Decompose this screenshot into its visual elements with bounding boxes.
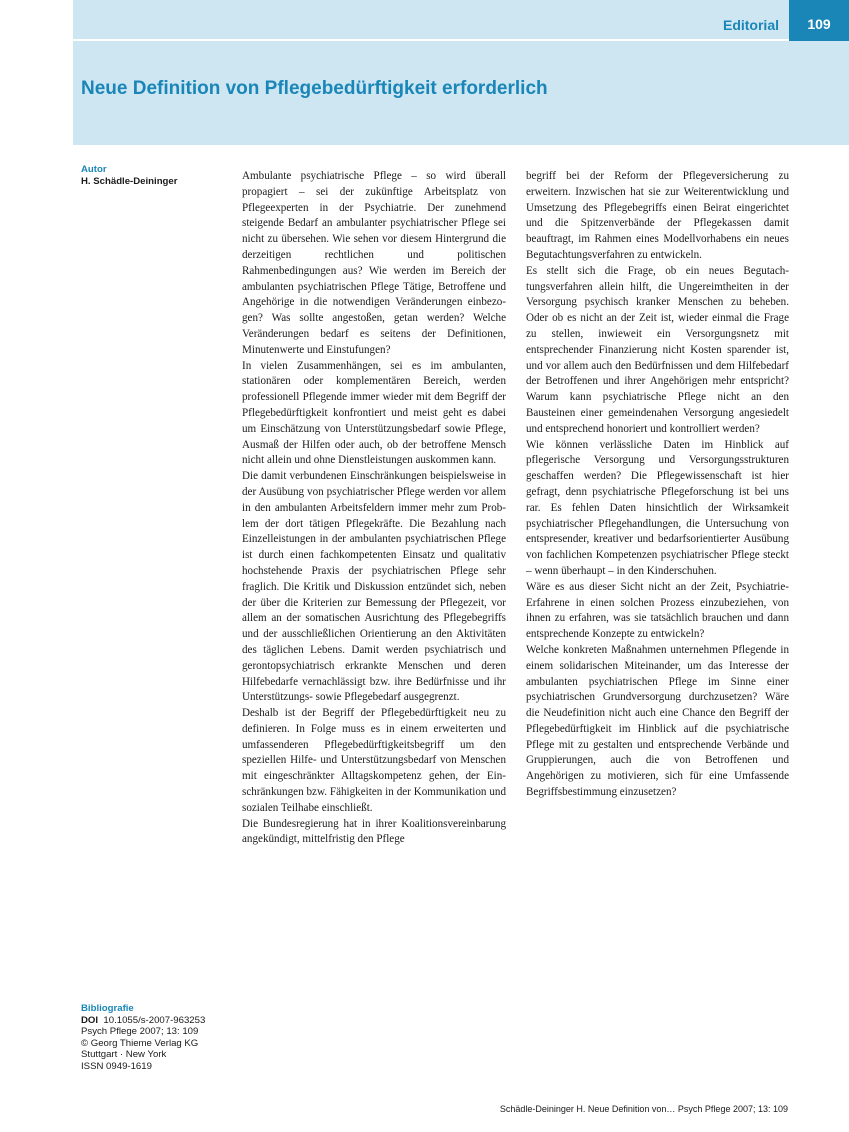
body-column-2 [526,169,789,801]
paragraph: begriff bei der Reform der Pflegeversicherung zu erweitern. Inzwischen hat sie zur Weiterentwicklung und Umsetzung des Pflegebegriffs einen Beirat eingerichtet und die Spitzenverbände der Pflegekassen damit beauftragt, im Rahmen eines Modellvorhabens ein neues Begutachtungsverfahren zu entwickeln. [526,170,789,261]
bibliography-label: Bibliografie [81,1003,134,1014]
body-column-1 [242,169,506,848]
publisher-place: Stuttgart · New York [81,1049,167,1060]
page-footer: Schädle-Deininger H. Neue Definition von… Psych Pflege 2007; 13: 109 [499,1104,788,1114]
paragraph: Welche konkreten Maßnahmen unternehmen Pflegende in einem solidarischen Miteinander, um das Interesse der ambulanten psychiatrischen Pflege im Sinne einer psychiatrischen Grundversorgung durchzusetzen? Wäre die Neudefinition nicht auch eine Chance den Begriff der Pflegebedürftigkeit im Hinblick auf die psychiatrische Pflege mit zu gestalten und entsprechende Verbände und Gruppierungen, auch die von Betroffenen und Angehörigen zu motivieren, sich für eine Umfassende Begriffsbestimmung einzusetzen? [526,643,789,799]
copyright: © Georg Thieme Verlag KG [81,1037,199,1049]
doi-line [81,1015,205,1027]
author-label: Autor [81,164,107,175]
paragraph: Es stellt sich die Frage, ob ein neues Begutachtungsverfahren allein hilft, die Ungereimtheiten in der Versorgung psychisch kranker Menschen zu beheben. Oder ob es nicht an der Zeit ist, wieder einmal die Frage zu stellen, inwieweit ein Versorgungsnetz mit entsprechender Finanzierung nicht Kosten sparender ist, und vor allem auch den Bedürfnissen und dem Hilfebedarf der Betroffenen und ihrer Angehörigen mehr entspricht? Warum kann psychiatrische Pflege nicht an den Bausteinen einer gemeindenahen Versorgung angesiedelt und entsprechend honoriert und kontrolliert werden? [526,264,789,435]
citation: Psych Pflege 2007; 13: 109 [81,1026,199,1037]
paragraph: Wäre es aus dieser Sicht nicht an der Zeit, Psychiatrie-Erfahrene in einen solchen Prozess einzubeziehen, von ihnen zu erfahren, was sie tatsächlich brauchen und dann entsprechende Konzepte zu entwickeln? [526,580,789,641]
author-block [81,164,178,187]
doi-value: 10.1055/s-2007-963253 [103,1014,206,1026]
page-number: 109 [807,16,831,32]
header-rule [73,39,789,41]
paragraph: In vielen Zusammenhängen, sei es im ambulanten, stationären oder komplementären Bereich, werden professionell Pflegende immer wieder mit dem Begriff der Pflegebedürftigkeit konfrontiert und meist geht es dabei um Einschätzung von Unterstützungsbedarf sowie Pflege, Ausmaß der Hilfen oder auch, ob der betroffene Mensch nicht allein und ohne Dienstleistungen auskommen kann. [242,359,506,467]
paragraph: Die Bundesregierung hat in ihrer Koalitionsvereinbarung angekündigt, mittelfristig den Pflege [242,817,506,846]
page-number-box [789,0,849,41]
issn: ISSN 0949-1619 [81,1060,152,1072]
bibliography-block [81,1003,205,1072]
article-title: Neue Definition von Pflegebedürftigkeit erforderlich [81,78,548,99]
paragraph: Die damit verbundenen Einschränkungen beispielsweise in der Ausübung von psychiatrischer Pflege werden vor allem in den ambulanten Arbeitsfeldern immer mehr zum Problem der dort tätigen Pflegekräfte. Die Bezahlung nach Einzelleistungen in der ambulanten psychiatrischen Pflege ist durch einen fachkompetenten Einsatz und qualitativ hochstehende Praxis der psychiatrischen Pflege sehr fraglich. Die Kritik und Diskussion entzündet sich, neben der über die Kriterien zur Bemessung der Pflegezeit, vor allem an der somatischen Ausrichtung des Pflegebegriffs und der ausschließlichen Orientierung an den Aktivitäten des täglichen Lebens. Damit werden psychiatrisch und gerontopsychiatrisch erkrankte Menschen und deren Hilfebedarfe vernachlässigt bzw. ihre Bedürfnisse und ihr Unterstützungs- sowie Pflegebedarf ausgegrenzt. [242,470,506,704]
author-name: H. Schädle-Deininger [81,175,178,187]
paragraph: Deshalb ist der Begriff der Pflegebedürftigkeit neu zu definieren. In Folge muss es in einem erweiterten und umfassenderen Pflegebedürftigkeitsbegriff um den speziellen Hilfe- und Unterstützungsbedarf von Menschen mit eingeschränkter Alltagskompetenz gehen, der Einschränkungen bzw. Fähigkeiten in der Kommunikation und sozialen Teilhabe einschließt. [242,707,506,814]
section-label: Editorial [722,17,779,33]
doi-label: DOI [81,1014,99,1026]
paragraph: Ambulante psychiatrische Pflege – so wird überall propagiert – sei der zukünftige Arbeitsplatz von Pflegeexperten in der Psychiatrie. Der zunehmend steigende Bedarf an ambulanter psychiatrischer Pflege sei nicht zu übersehen. Wie sehen vor diesem Hintergrund die derzeitigen rechtlichen und politischen Rahmenbedingungen aus? Wie werden im Bereich der ambulanten psychiatrischen Pflege Tätige, Betroffene und Angehörige in die notwendigen Veränderungen einbezogen? Was sollte angestoßen, getan werden? Welche Veränderungen bedarf es seitens der Definitionen, Minutenwerte und Einstufungen? [242,170,506,356]
paragraph: Wie können verlässliche Daten im Hinblick auf pflegerische Versorgung und Versorgungsstrukturen geschaffen werden? Die Pflegewissenschaft ist hier gefragt, denn psychiatrische Pflegeforschung ist bei uns rar. Es fehlen Daten hinsichtlich der Wirksamkeit psychiatrischer Pflegehandlungen, die Untersuchung von entspresender, kreativer und bedarfsorientierter Ausübung von fachlichen Kompetenzen psychiatrischer Pflege steckt – wenn überhaupt – in den Kinderschuhen. [526,438,789,577]
